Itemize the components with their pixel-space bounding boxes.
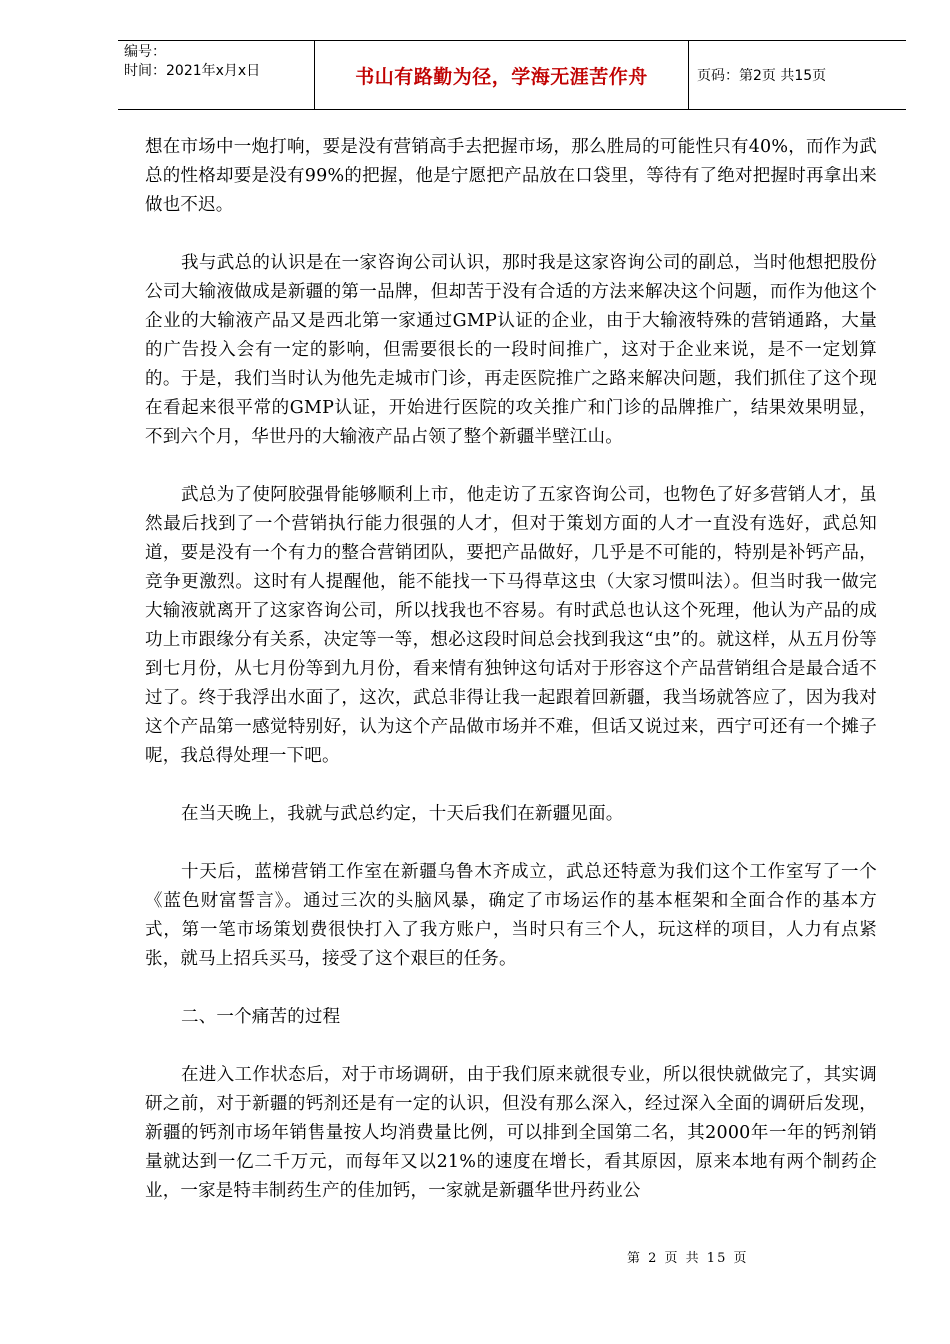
paragraph: 十天后，蓝梯营销工作室在新疆乌鲁木齐成立，武总还特意为我们这个工作室写了一个《蓝色财富誓言》。通过三次的头脑风暴，确定了市场运作的基本框架和全面合作的基本方式，第一笔市场策划费很快打入了我方账户，当时只有三个人，玩这样的项目，人力有点紧张，就马上招兵买马，接受了这个艰巨的任务。 [145,862,877,969]
paragraph: 在进入工作状态后，对于市场调研，由于我们原来就很专业，所以很快就做完了，其实调研之前，对于新疆的钙剂还是有一定的认识，但没有那么深入，经过深入全面的调研后发现，新疆的钙剂市场年销售量按人均消费量比例，可以排到全国第二名，其2000年一年的钙剂销量就达到一亿二千万元，而每年又以21%的速度在增长，看其原因，原来本地有两个制药企业，一家是特丰制药生产的佳加钙，一家就是新疆华世丹药业公 [145,1065,877,1201]
header-meta [118,41,315,109]
number-label: 编号： [124,44,166,60]
header-page-label: 页码：第2页 共15页 [697,68,827,84]
paragraph: 想在市场中一炮打响，要是没有营销高手去把握市场，那么胜局的可能性只有40%，而作为武总的性格却要是没有99%的把握，他是宁愿把产品放在口袋里，等待有了绝对把握时再拿出来做也不迟。 [145,137,877,215]
document-body [145,133,877,1235]
section-heading: 二、一个痛苦的过程 [181,1007,341,1027]
time-label: 时间：2021年x月x日 [124,63,261,79]
paragraph: 武总为了使阿胶强骨能够顺利上市，他走访了五家咨询公司，也物色了好多营销人才，虽然最后找到了一个营销执行能力很强的人才，但对于策划方面的人才一直没有选好，武总知道，要是没有一个有力的整合营销团队，要把产品做好，几乎是不可能的，特别是补钙产品，竞争更激烈。这时有人提醒他，能不能找一下马得草这虫（大家习惯叫法）。但当时我一做完大输液就离开了这家咨询公司，所以找我也不容易。有时武总也认这个死理，他认为产品的成功上市跟缘分有关系，决定等一等，想必这段时间总会找到我这“虫”的。就这样，从五月份等到七月份，从七月份等到九月份，看来情有独钟这句话对于形容这个产品营销组合是最合适不过了。终于我浮出水面了，这次，武总非得让我一起跟着回新疆，我当场就答应了，因为我对这个产品第一感觉特别好，认为这个产品做市场并不难，但话又说过来，西宁可还有一个摊子呢，我总得处理一下吧。 [145,485,877,766]
header-motto: 书山有路勤为径，学海无涯苦作舟 [315,41,689,109]
paragraph: 在当天晚上，我就与武总约定，十天后我们在新疆见面。 [181,804,624,824]
footer-page-number: 第 2 页 共 15 页 [627,1251,749,1266]
paragraph: 我与武总的认识是在一家咨询公司认识，那时我是这家咨询公司的副总，当时他想把股份公司大输液做成是新疆的第一品牌，但却苦于没有合适的方法来解决这个问题，而作为他这个企业的大输液产品又是西北第一家通过GMP认证的企业，由于大输液特殊的营销通路，大量的广告投入会有一定的影响，但需要很长的一段时间推广，这对于企业来说，是不一定划算的。于是，我们当时认为他先走城市门诊，再走医院推广之路来解决问题，我们抓住了这个现在看起来很平常的GMP认证，开始进行医院的攻关推广和门诊的品牌推广，结果效果明显，不到六个月，华世丹的大输液产品占领了整个新疆半壁江山。 [145,253,877,447]
page-header [118,40,906,110]
